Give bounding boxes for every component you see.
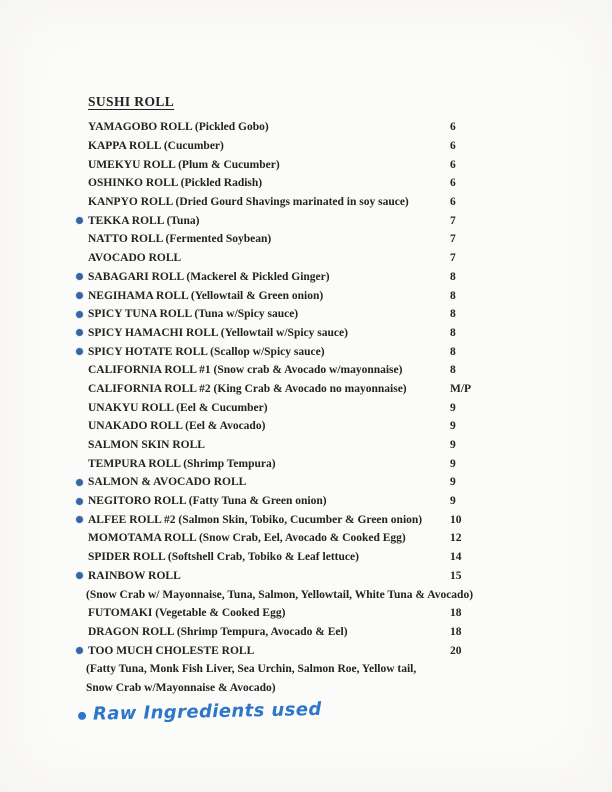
section-heading: SUSHI ROLL <box>88 94 175 109</box>
raw-indicator-dot <box>76 273 83 280</box>
raw-dot-cell <box>76 385 88 392</box>
raw-dot-cell <box>76 423 88 430</box>
menu-item-row <box>76 305 588 324</box>
raw-dot-cell <box>76 498 88 505</box>
item-name: SPICY TUNA ROLL (Tuna w/Spicy sauce) <box>88 308 299 321</box>
raw-dot-cell <box>76 273 88 280</box>
raw-indicator-dot <box>76 348 83 355</box>
item-price: 12 <box>450 532 462 545</box>
item-name: UNAKYU ROLL (Eel & Cucumber) <box>88 401 268 414</box>
item-price: 8 <box>450 308 456 321</box>
raw-dot-cell <box>76 460 88 467</box>
raw-indicator-dot <box>76 498 83 505</box>
menu-item-row <box>76 193 588 212</box>
menu-item-row <box>76 230 588 249</box>
item-price: 8 <box>450 364 456 377</box>
raw-indicator-dot <box>76 647 83 654</box>
menu-item-row <box>76 510 588 529</box>
menu-item-row <box>76 548 588 567</box>
item-description-text: (Snow Crab w/ Mayonnaise, Tuna, Salmon, Yellowtail, White Tuna & Avocado) <box>86 588 474 601</box>
raw-dot-cell <box>76 479 88 486</box>
raw-dot-cell <box>76 554 88 561</box>
item-name: SPIDER ROLL (Softshell Crab, Tobiko & Leaf lettuce) <box>88 551 359 564</box>
raw-dot-cell <box>76 572 88 579</box>
item-price: 9 <box>450 457 456 470</box>
menu-item-row <box>76 398 588 417</box>
raw-dot-cell <box>76 124 88 131</box>
item-price: 6 <box>450 158 456 171</box>
item-name: KANPYO ROLL (Dried Gourd Shavings marinated in soy sauce) <box>88 196 409 209</box>
menu-item-row <box>76 380 588 399</box>
raw-dot-cell <box>76 442 88 449</box>
raw-indicator-dot <box>76 217 83 224</box>
raw-indicator-dot <box>76 292 83 299</box>
raw-dot-cell <box>76 236 88 243</box>
menu-item-row <box>76 361 588 380</box>
item-price: 6 <box>450 140 456 153</box>
menu-item-row <box>76 155 588 174</box>
item-price: 6 <box>450 177 456 190</box>
menu-item-row <box>76 286 588 305</box>
menu-item-row <box>76 604 588 623</box>
item-name: KAPPA ROLL (Cucumber) <box>88 140 224 153</box>
item-name: SALMON & AVOCADO ROLL <box>88 476 247 489</box>
item-price: M/P <box>450 382 472 395</box>
note-text: Raw Ingredients used <box>92 699 322 725</box>
menu-item-row <box>76 211 588 230</box>
item-price: 7 <box>450 233 456 246</box>
item-name: UNAKADO ROLL (Eel & Avocado) <box>88 420 266 433</box>
item-price: 7 <box>450 252 456 265</box>
menu-item-row <box>76 324 588 343</box>
raw-dot-cell <box>76 516 88 523</box>
item-name: FUTOMAKI (Vegetable & Cooked Egg) <box>88 607 286 620</box>
raw-dot-cell <box>76 161 88 168</box>
item-name: CALIFORNIA ROLL #1 (Snow crab & Avocado w/mayonnaise) <box>88 364 403 377</box>
menu-item-row <box>76 529 588 548</box>
item-name: DRAGON ROLL (Shrimp Tempura, Avocado & Eel) <box>88 625 348 638</box>
menu-item-row <box>76 567 588 586</box>
menu-item-row <box>76 268 588 287</box>
item-price: 7 <box>450 214 456 227</box>
item-name: NEGITORO ROLL (Fatty Tuna & Green onion) <box>88 495 327 508</box>
item-price: 9 <box>450 495 456 508</box>
item-description-line <box>76 585 588 604</box>
item-name: TOO MUCH CHOLESTE ROLL <box>88 644 255 657</box>
menu-item-row <box>76 473 588 492</box>
raw-dot-cell <box>76 610 88 617</box>
item-name: SALMON SKIN ROLL <box>88 439 205 452</box>
item-name: CALIFORNIA ROLL #2 (King Crab & Avocado no mayonnaise) <box>88 382 407 395</box>
raw-dot-cell <box>76 404 88 411</box>
raw-dot-cell <box>76 143 88 150</box>
menu-content <box>76 92 588 725</box>
raw-dot-cell <box>76 292 88 299</box>
raw-dot-cell <box>76 329 88 336</box>
raw-dot-cell <box>76 255 88 262</box>
item-price: 9 <box>450 439 456 452</box>
menu-item-row <box>76 118 588 137</box>
raw-dot-cell <box>76 535 88 542</box>
item-name: TEMPURA ROLL (Shrimp Tempura) <box>88 457 276 470</box>
item-price: 8 <box>450 270 456 283</box>
handwritten-note <box>78 694 588 726</box>
item-price: 6 <box>450 196 456 209</box>
item-description-text: Snow Crab w/Mayonnaise & Avocado) <box>86 681 276 694</box>
menu-item-row <box>76 641 588 660</box>
menu-item-row <box>76 417 588 436</box>
item-name: YAMAGOBO ROLL (Pickled Gobo) <box>88 121 269 134</box>
raw-indicator-dot <box>76 516 83 523</box>
item-price: 10 <box>450 513 462 526</box>
note-bullet-icon <box>78 712 86 720</box>
raw-dot-cell <box>76 367 88 374</box>
item-price: 8 <box>450 326 456 339</box>
item-price: 18 <box>450 625 462 638</box>
raw-indicator-dot <box>76 572 83 579</box>
menu-item-row <box>76 137 588 156</box>
item-name: SABAGARI ROLL (Mackerel & Pickled Ginger) <box>88 270 330 283</box>
raw-dot-cell <box>76 647 88 654</box>
item-price: 14 <box>450 551 462 564</box>
menu-item-row <box>76 249 588 268</box>
item-name: UMEKYU ROLL (Plum & Cucumber) <box>88 158 280 171</box>
menu-item-row <box>76 454 588 473</box>
item-name: SPICY HAMACHI ROLL (Yellowtail w/Spicy sauce) <box>88 326 348 339</box>
item-price: 8 <box>450 345 456 358</box>
item-price: 18 <box>450 607 462 620</box>
item-name: AVOCADO ROLL <box>88 252 182 265</box>
item-price: 8 <box>450 289 456 302</box>
item-price: 9 <box>450 476 456 489</box>
menu-item-row <box>76 492 588 511</box>
raw-dot-cell <box>76 199 88 206</box>
item-price: 15 <box>450 569 462 582</box>
item-price: 9 <box>450 401 456 414</box>
menu-item-row <box>76 436 588 455</box>
item-price: 9 <box>450 420 456 433</box>
item-description-text: (Fatty Tuna, Monk Fish Liver, Sea Urchin, Salmon Roe, Yellow tail, <box>86 663 417 676</box>
menu-item-row <box>76 342 588 361</box>
menu-list <box>76 118 588 697</box>
item-name: NEGIHAMA ROLL (Yellowtail & Green onion) <box>88 289 324 302</box>
raw-dot-cell <box>76 180 88 187</box>
raw-dot-cell <box>76 217 88 224</box>
menu-item-row <box>76 623 588 642</box>
item-name: NATTO ROLL (Fermented Soybean) <box>88 233 272 246</box>
item-name: ALFEE ROLL #2 (Salmon Skin, Tobiko, Cucumber & Green onion) <box>88 513 423 526</box>
item-description-line <box>76 660 588 679</box>
raw-indicator-dot <box>76 479 83 486</box>
item-name: MOMOTAMA ROLL (Snow Crab, Eel, Avocado & Cooked Egg) <box>88 532 406 545</box>
raw-dot-cell <box>76 628 88 635</box>
item-price: 20 <box>450 644 462 657</box>
menu-item-row <box>76 174 588 193</box>
item-name: RAINBOW ROLL <box>88 569 181 582</box>
item-price: 6 <box>450 121 456 134</box>
item-name: OSHINKO ROLL (Pickled Radish) <box>88 177 263 190</box>
raw-indicator-dot <box>76 311 83 318</box>
item-name: TEKKA ROLL (Tuna) <box>88 214 200 227</box>
item-name: SPICY HOTATE ROLL (Scallop w/Spicy sauce) <box>88 345 325 358</box>
raw-dot-cell <box>76 311 88 318</box>
raw-dot-cell <box>76 348 88 355</box>
raw-indicator-dot <box>76 329 83 336</box>
